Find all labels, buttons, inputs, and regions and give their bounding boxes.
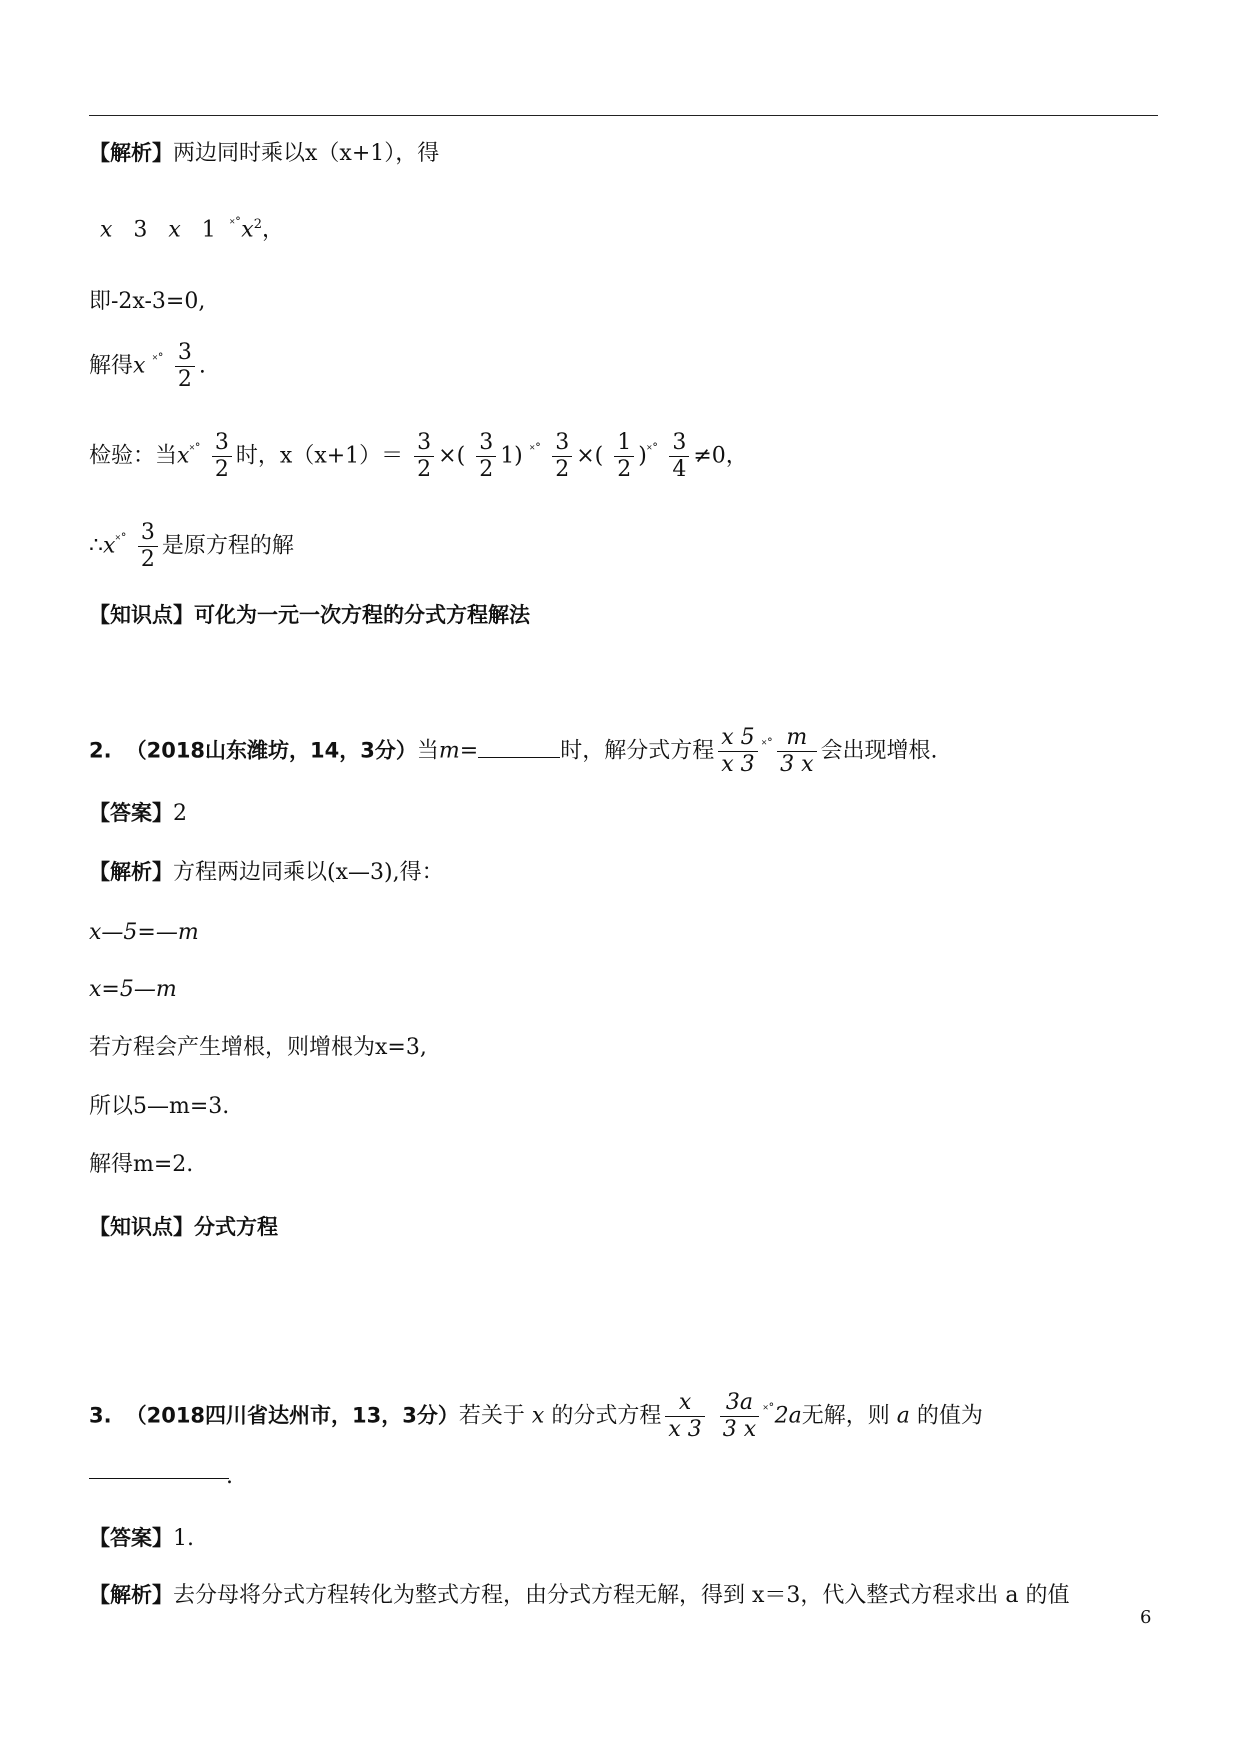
fraction: $\frac{3}{2}$ [175,340,195,393]
analysis-tag: 【解析】 [89,141,173,165]
solve-line: 解得x ˟˚ $\frac{3}{2}$ . [89,340,206,392]
q2-answer: 【答案】2 [89,801,187,826]
header-rule [89,115,1158,116]
answer-blank [478,737,560,758]
analysis-line-1: 【解析】两边同时乘以x（x+1），得 [89,141,440,166]
question-2: 2. （2018山东潍坊，14，3分）当m= 时，解分式方程 $\frac{x 5}{x 3}$ ˟˚ $\frac{m}{3 x}$ 会出现增根. [89,725,938,777]
question-3: 3. （2018四川省达州市，13，3分）若关于 x 的分式方程 $\frac{x}{x 3}$ $\frac{3a}{3 x}$ ˟˚2a无解，则 a 的值为 [89,1390,983,1442]
q2-step-2: x=5—m [89,977,177,1002]
conclusion-line: ∴x˟˚ $\frac{3}{2}$ 是原方程的解 [89,520,294,572]
q2-step-5: 解得m=2. [89,1152,194,1177]
q2-step-4: 所以5—m=3. [89,1094,230,1119]
equation-line: x 3 x 1 $^{˟˚}x^2$， [100,217,284,243]
q3-answer-blank [89,1478,229,1479]
q3-answer: 【答案】1. [89,1526,194,1551]
page-number: 6 [1140,1607,1152,1628]
q2-step-3: 若方程会产生增根，则增根为x=3, [89,1035,427,1060]
q2-explanation: 【解析】方程两边同乘以(x—3),得： [89,860,444,885]
q2-step-1: x—5=—m [89,920,199,945]
check-line: 检验：当x˟˚ $\frac{3}{2}$ 时，x（x+1）＝ $\frac{3}{2}$ ×( $\frac{3}{2}$ 1) ˟˚ $\frac{3}{2}$ ×( $\frac{1}{2}$ )˟˚ $\frac{3}{4}$ ≠0， [89,430,748,482]
q3-explanation: 【解析】去分母将分式方程转化为整式方程，由分式方程无解，得到 x＝3，代入整式方程求出 a 的值 [89,1583,1070,1608]
simplified-line: 即-2x-3=0, [89,289,206,314]
knowledge-point-1: 【知识点】可化为一元一次方程的分式方程解法 [89,603,530,627]
q3-blank-dot: . [226,1464,233,1489]
knowledge-point-2: 【知识点】分式方程 [89,1215,278,1239]
